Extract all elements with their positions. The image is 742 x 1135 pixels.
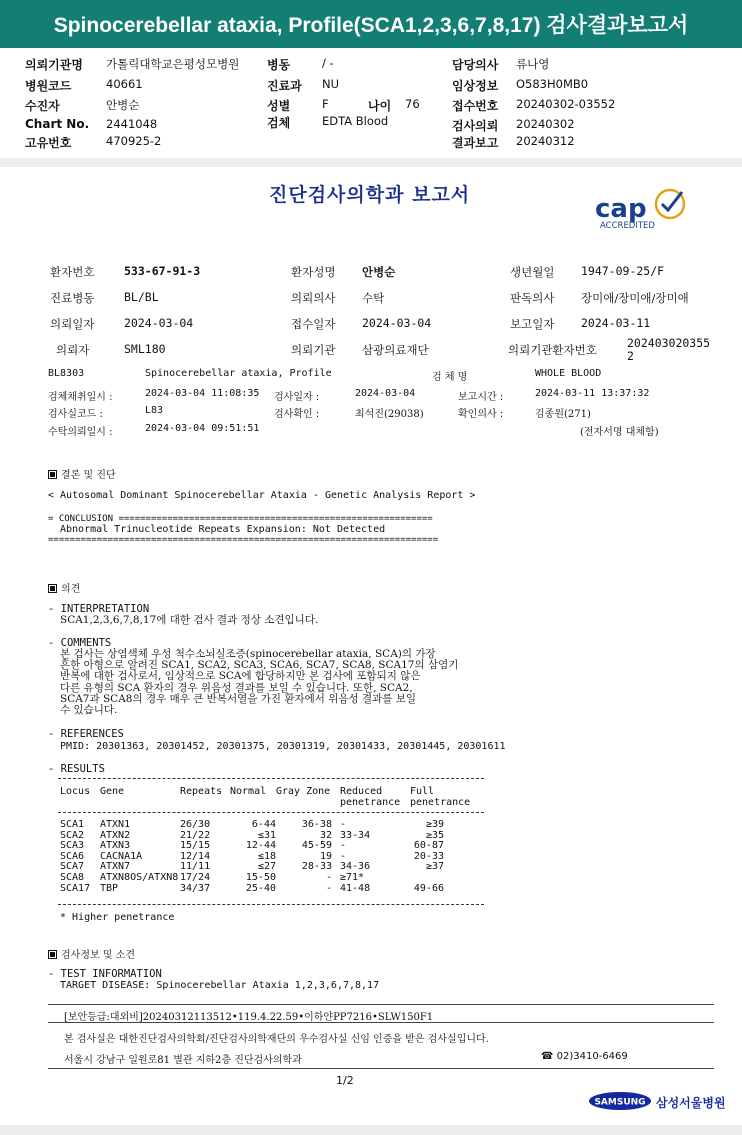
cell-repeats: 12/14 xyxy=(180,850,211,862)
value-unique-no: 470925-2 xyxy=(106,134,162,148)
page-number: 1/2 xyxy=(336,1074,354,1087)
order-label: 수탁의뢰일시 : xyxy=(48,427,113,438)
pi-label-ward: 진료병동 xyxy=(50,291,95,305)
results-table-header xyxy=(60,787,484,808)
pi-label-requester: 의뢰자 xyxy=(56,343,90,357)
pi-value-recv-date: 2024-03-04 xyxy=(362,316,432,330)
th-reduced: Reduced xyxy=(340,786,383,797)
test-date-value: 2024-03-04 xyxy=(355,388,416,399)
comment-line: 흔한 아형으로 알려진 SCA1, SCA2, SCA3, SCA6, SCA7, SCA8, SCA17의 삼염기 xyxy=(60,659,459,672)
pi-label-patient-no: 환자번호 xyxy=(50,265,95,279)
label-department: 진료과 xyxy=(267,79,302,93)
specimen-value: WHOLE BLOOD xyxy=(535,368,602,379)
cell-locus: SCA17 xyxy=(60,882,91,894)
cell-gray: - xyxy=(325,871,332,883)
label-receipt-no: 접수번호 xyxy=(452,99,499,113)
pi-label-req-institution: 의뢰기관 xyxy=(291,343,336,357)
cell-full: 20-33 xyxy=(413,850,444,862)
cell-repeats: 11/11 xyxy=(180,861,211,873)
cap-logo-sub: ACCREDITED xyxy=(600,221,655,231)
conclusion-text: Abnormal Trinucleotide Repeats Expansion: Not Detected xyxy=(60,524,386,535)
label-unique-no: 고유번호 xyxy=(25,136,72,150)
test-name: Spinocerebellar ataxia, Profile xyxy=(145,368,332,379)
cap-accredited-logo xyxy=(594,186,694,232)
opinion-heading xyxy=(48,580,80,595)
confirm-dr-label: 확인의사 : xyxy=(458,409,504,420)
pi-label-req-date: 의뢰일자 xyxy=(50,317,95,331)
address-line: 서울시 강남구 일원로81 별관 지하2층 진단검사의학과 xyxy=(64,1055,302,1066)
room-label: 검사실코드 : xyxy=(48,409,103,420)
pi-label-recv-date: 접수일자 xyxy=(291,317,336,331)
value-result-report: 20240312 xyxy=(516,134,575,148)
th-gene: Gene xyxy=(100,786,125,797)
pi-label-req-doctor: 의뢰의사 xyxy=(291,291,336,305)
cell-reduced: - xyxy=(340,819,347,830)
label-sex: 성별 xyxy=(267,99,291,113)
pi-value-name: 안병순 xyxy=(362,265,396,279)
cell-repeats: 34/37 xyxy=(180,882,211,894)
pi-value-requester: SML180 xyxy=(124,342,166,356)
pi-value-patient-no: 533-67-91-3 xyxy=(124,264,201,278)
phone-line: ☎ 02)3410-6469 xyxy=(541,1051,628,1062)
square-bullet-icon xyxy=(48,950,57,959)
cell-gene: ATXN1 xyxy=(100,819,131,830)
pi-value-inst-patient-no-2: 2 xyxy=(627,349,634,363)
pi-value-birth: 1947-09-25/F xyxy=(581,264,665,278)
conclusion-line: = CONCLUSION ========================================================== xyxy=(48,514,433,524)
comment-line: 다른 유형의 SCA 환자의 경우 위음성 결과를 보일 수 있습니다. 또한, SCA2, xyxy=(60,681,413,694)
testinfo-label: - TEST INFORMATION xyxy=(48,968,162,980)
comments-label: - COMMENTS xyxy=(48,637,112,649)
pi-label-report-date: 보고일자 xyxy=(510,317,555,331)
table-header-rule xyxy=(58,812,484,813)
footer-top-rule xyxy=(48,1004,714,1005)
cell-locus: SCA1 xyxy=(60,819,85,830)
value-age: 76 xyxy=(405,97,420,111)
footer-bottom-rule xyxy=(48,1068,714,1069)
th-normal: Normal xyxy=(230,786,267,797)
cell-reduced: - xyxy=(340,840,347,852)
pi-value-ward: BL/BL xyxy=(124,290,159,304)
opinion-heading-text: 의견 xyxy=(61,584,81,595)
cell-normal: ≤27 xyxy=(257,861,276,873)
pi-label-birth: 생년월일 xyxy=(510,265,555,279)
header-info xyxy=(0,48,742,158)
value-clinical-info: O583H0MB0 xyxy=(516,77,589,91)
value-patient: 안병순 xyxy=(106,98,140,112)
th-gray-zone: Gray Zone xyxy=(276,786,331,797)
label-request-date: 검사의뢰 xyxy=(452,119,499,133)
interp-label: - INTERPRETATION xyxy=(48,603,150,615)
cell-gray: 32 xyxy=(319,829,332,841)
pi-value-inst-patient-no: 202403020355 xyxy=(627,336,711,350)
label-institution: 의뢰기관명 xyxy=(25,58,83,72)
cell-gene: ATXN3 xyxy=(100,840,131,852)
cell-locus: SCA8 xyxy=(60,871,85,883)
testinfo-text: TARGET DISEASE: Spinocerebellar Ataxia 1,2,3,6,7,8,17 xyxy=(60,980,380,991)
cell-locus: SCA3 xyxy=(60,840,85,852)
cell-locus: SCA6 xyxy=(60,850,85,862)
cell-locus: SCA2 xyxy=(60,829,85,841)
cell-full: ≥35 xyxy=(425,829,444,841)
cell-gray: 28-33 xyxy=(301,861,332,873)
bottom-divider xyxy=(0,1125,742,1135)
testinfo-heading-text: 검사정보 및 소견 xyxy=(61,950,135,961)
report-heading: 진단검사의학과 보고서 xyxy=(269,184,471,206)
cell-repeats: 15/15 xyxy=(180,840,211,852)
th-repeats: Repeats xyxy=(180,786,223,797)
comment-line: 반복에 대한 검사로서, 임상적으로 SCA에 합당하지만 본 검사에 포함되지 않은 xyxy=(60,670,421,683)
square-bullet-icon xyxy=(48,470,57,479)
table-row xyxy=(60,820,484,831)
cert-line: 본 검사실은 대한진단검사의학회/진단검사의학재단의 우수검사실 신임 인증을 받은 검사실입니다. xyxy=(64,1034,489,1045)
value-receipt-no: 20240302-03552 xyxy=(516,97,616,111)
comment-line: SCA7과 SCA8의 경우 매우 큰 반복서열을 가진 환자에서 위음성 결과를 보일 xyxy=(60,692,417,705)
pi-label-name: 환자성명 xyxy=(291,265,336,279)
label-chart-no: Chart No. xyxy=(25,117,90,131)
report-subtitle: < Autosomal Dominant Spinocerebellar Ataxia - Genetic Analysis Report > xyxy=(48,490,476,501)
cell-full: 49-66 xyxy=(413,882,444,894)
cap-logo-text: cap xyxy=(595,194,647,224)
pi-value-req-date: 2024-03-04 xyxy=(124,316,194,330)
comment-line: 본 검사는 상염색체 우성 척수소뇌실조증(spinocerebellar ataxia, SCA)의 가장 xyxy=(60,648,436,660)
report-title-bar xyxy=(0,0,742,48)
cell-locus: SCA7 xyxy=(60,861,85,873)
label-ward: 병동 xyxy=(267,58,291,72)
cell-repeats: 26/30 xyxy=(180,819,211,830)
th-full-2: penetrance xyxy=(410,796,471,808)
value-institution: 가톨릭대학교은평성모병원 xyxy=(106,57,240,71)
confirm-label: 검사확인 : xyxy=(274,409,320,420)
results-table-body xyxy=(60,820,484,894)
testinfo-heading xyxy=(48,946,135,961)
cell-gray: 45-59 xyxy=(301,840,332,852)
cell-gene: ATXN8OS/ATXN8 xyxy=(100,871,179,883)
th-reduced-2: penetrance xyxy=(340,796,401,808)
table-row xyxy=(60,873,484,884)
refs-text: PMID: 20301363, 20301452, 20301375, 20301319, 20301433, 20301445, 20301611 xyxy=(60,741,506,752)
cell-reduced: 41-48 xyxy=(340,882,371,894)
samsung-logo-text: SAMSUNG xyxy=(594,1097,646,1108)
cell-repeats: 17/24 xyxy=(180,871,211,883)
label-patient: 수진자 xyxy=(25,99,60,113)
specimen-label: 검 체 명 xyxy=(432,372,468,383)
value-ward: / - xyxy=(322,56,334,70)
th-locus: Locus xyxy=(60,786,91,797)
cell-gene: CACNA1A xyxy=(100,850,143,862)
pi-label-inst-patient-no: 의뢰기관환자번호 xyxy=(508,343,597,357)
pi-label-reading-doctor: 판독의사 xyxy=(510,291,555,305)
pi-value-req-institution: 삼광의료재단 xyxy=(362,343,429,357)
cell-normal: 25-40 xyxy=(245,882,276,894)
pi-value-req-doctor: 수탁 xyxy=(362,291,385,305)
pi-value-reading-doctor: 장미애/장미애/장미애 xyxy=(581,291,689,305)
label-clinical-info: 임상정보 xyxy=(452,79,499,93)
room-value: L83 xyxy=(145,405,164,416)
report-time-label: 보고시간 : xyxy=(458,392,504,403)
security-line: [보안등급:대외비]20240312113512•119.4.22.59•이하얀PP7216•SLW150F1 xyxy=(64,1012,434,1023)
cell-reduced: ≥71* xyxy=(340,871,365,883)
test-code: BL8303 xyxy=(48,368,85,379)
label-doctor: 담당의사 xyxy=(452,58,499,72)
cell-normal: 6-44 xyxy=(251,819,276,830)
cell-gray: - xyxy=(325,882,332,894)
table-footnote: * Higher penetrance xyxy=(60,912,175,923)
collect-value: 2024-03-04 11:08:35 xyxy=(145,388,260,399)
cell-normal: 12-44 xyxy=(245,840,276,852)
confirm-dr-value: 김종원(271) xyxy=(535,409,591,420)
value-chart-no: 2441048 xyxy=(106,117,158,131)
label-hospital-code: 병원코드 xyxy=(25,79,72,93)
cell-reduced: 34-36 xyxy=(340,861,371,873)
cell-gene: ATXN7 xyxy=(100,861,131,873)
value-specimen: EDTA Blood xyxy=(322,114,389,128)
test-date-label: 검사일자 : xyxy=(274,392,320,403)
cell-gene: TBP xyxy=(100,882,119,894)
square-bullet-icon xyxy=(48,584,57,593)
cell-reduced: 33-34 xyxy=(340,829,371,841)
cell-reduced: - xyxy=(340,850,347,862)
cell-repeats: 21/22 xyxy=(180,829,211,841)
cell-normal: 15-50 xyxy=(245,871,276,883)
table-bottom-rule xyxy=(58,904,484,905)
report-title: Spinocerebellar ataxia, Profile(SCA1,2,3,6,7,8,17) 검사결과보고서 xyxy=(53,14,689,37)
cell-gray: 36-38 xyxy=(301,819,332,830)
label-age: 나이 xyxy=(368,99,392,113)
esign-note: (전자서명 대체함) xyxy=(580,427,659,438)
top-divider xyxy=(0,158,742,167)
collect-label: 검체채취일시 : xyxy=(48,392,113,403)
report-time-value: 2024-03-11 13:37:32 xyxy=(535,388,650,399)
cell-full: ≥39 xyxy=(425,819,444,830)
cell-full: ≥37 xyxy=(425,861,444,873)
value-hospital-code: 40661 xyxy=(106,77,143,91)
value-doctor: 류나영 xyxy=(516,57,550,71)
label-specimen: 검체 xyxy=(267,116,291,130)
label-result-report: 결과보고 xyxy=(452,136,499,150)
conclusion-heading xyxy=(48,466,116,481)
results-label: - RESULTS xyxy=(48,763,105,775)
interp-text: SCA1,2,3,6,7,8,17에 대한 검사 결과 정상 소견입니다. xyxy=(60,614,319,626)
conclusion-heading-text: 결론 및 진단 xyxy=(61,470,116,481)
value-department: NU xyxy=(322,77,340,91)
table-row xyxy=(60,884,484,895)
refs-label: - REFERENCES xyxy=(48,728,124,740)
value-sex: F xyxy=(322,97,329,111)
samsung-logo xyxy=(588,1091,652,1114)
cell-normal: ≤18 xyxy=(257,850,276,862)
comment-line: 수 있습니다. xyxy=(60,704,118,717)
th-full: Full xyxy=(410,786,435,797)
footer-rule xyxy=(48,1022,714,1023)
cell-gene: ATXN2 xyxy=(100,829,131,841)
table-top-rule xyxy=(58,778,484,779)
confirm-value: 최석진(29038) xyxy=(355,409,424,420)
order-value: 2024-03-04 09:51:51 xyxy=(145,423,260,434)
hospital-name: 삼성서울병원 xyxy=(656,1096,726,1110)
comments-block xyxy=(60,649,458,716)
value-request-date: 20240302 xyxy=(516,117,575,131)
cell-gray: 19 xyxy=(319,850,332,862)
cell-normal: ≤31 xyxy=(257,829,276,841)
conclusion-equals: ======================================================================== xyxy=(48,535,439,545)
cell-full: 60-87 xyxy=(413,840,444,852)
pi-value-report-date: 2024-03-11 xyxy=(581,316,651,330)
